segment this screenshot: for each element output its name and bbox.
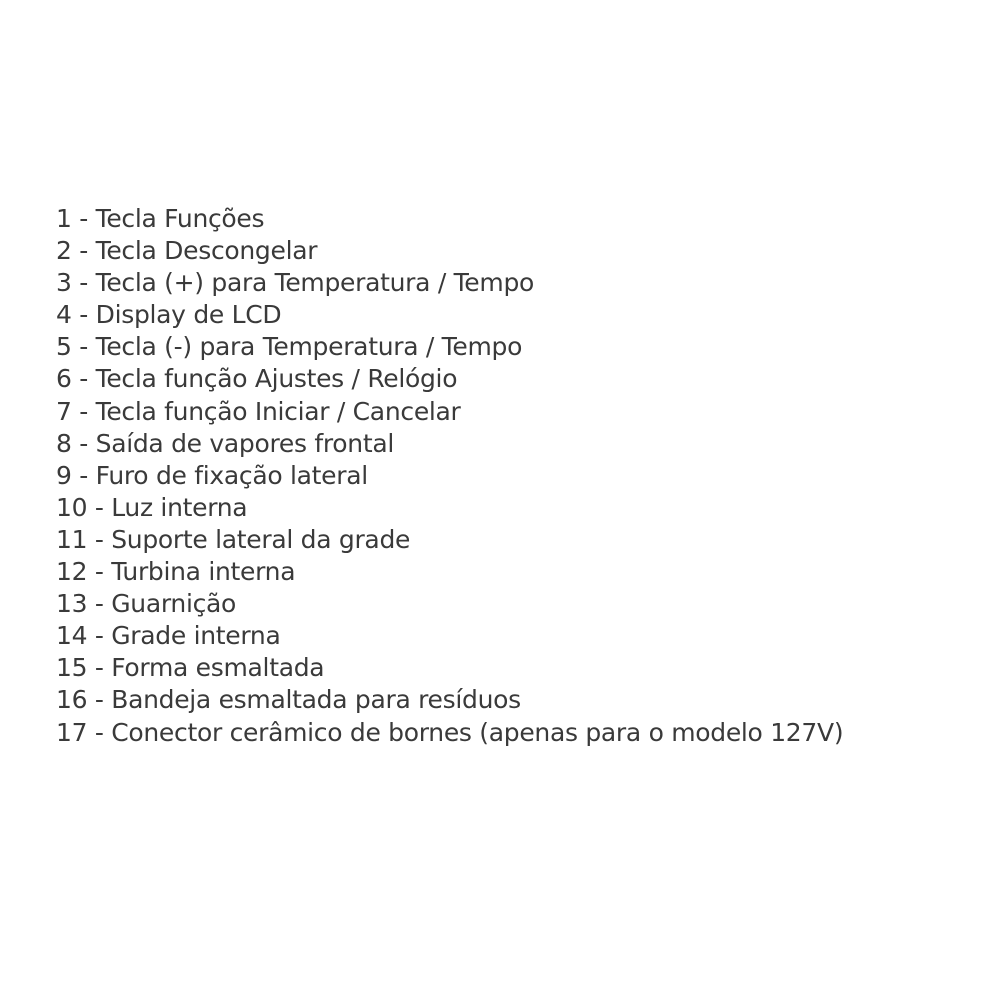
list-item: 15 - Forma esmaltada <box>56 653 325 683</box>
list-item: 8 - Saída de vapores frontal <box>56 428 394 458</box>
list-item: 1 - Tecla Funções <box>56 204 265 233</box>
list-item: 9 - Furo de fixação lateral <box>56 460 368 490</box>
list-item: 13 - Guarnição <box>56 589 237 619</box>
list-item: 5 - Tecla (-) para Temperatura / Tempo <box>56 332 523 362</box>
list-item: 11 - Suporte lateral da grade <box>56 524 411 554</box>
list-item: 4 - Display de LCD <box>56 300 282 330</box>
list-item: 10 - Luz interna <box>56 492 248 522</box>
list-item: 17 - Conector cerâmico de bornes (apenas para o modelo 127V) <box>56 717 844 747</box>
parts-list <box>56 203 843 749</box>
list-item: 7 - Tecla função Iniciar / Cancelar <box>56 396 461 426</box>
list-item: 2 - Tecla Descongelar <box>56 236 318 266</box>
list-item: 16 - Bandeja esmaltada para resíduos <box>56 685 521 715</box>
list-item: 14 - Grade interna <box>56 621 281 651</box>
list-item: 6 - Tecla função Ajustes / Relógio <box>56 364 458 394</box>
list-item: 3 - Tecla (+) para Temperatura / Tempo <box>56 268 535 298</box>
list-item: 12 - Turbina interna <box>56 557 296 587</box>
